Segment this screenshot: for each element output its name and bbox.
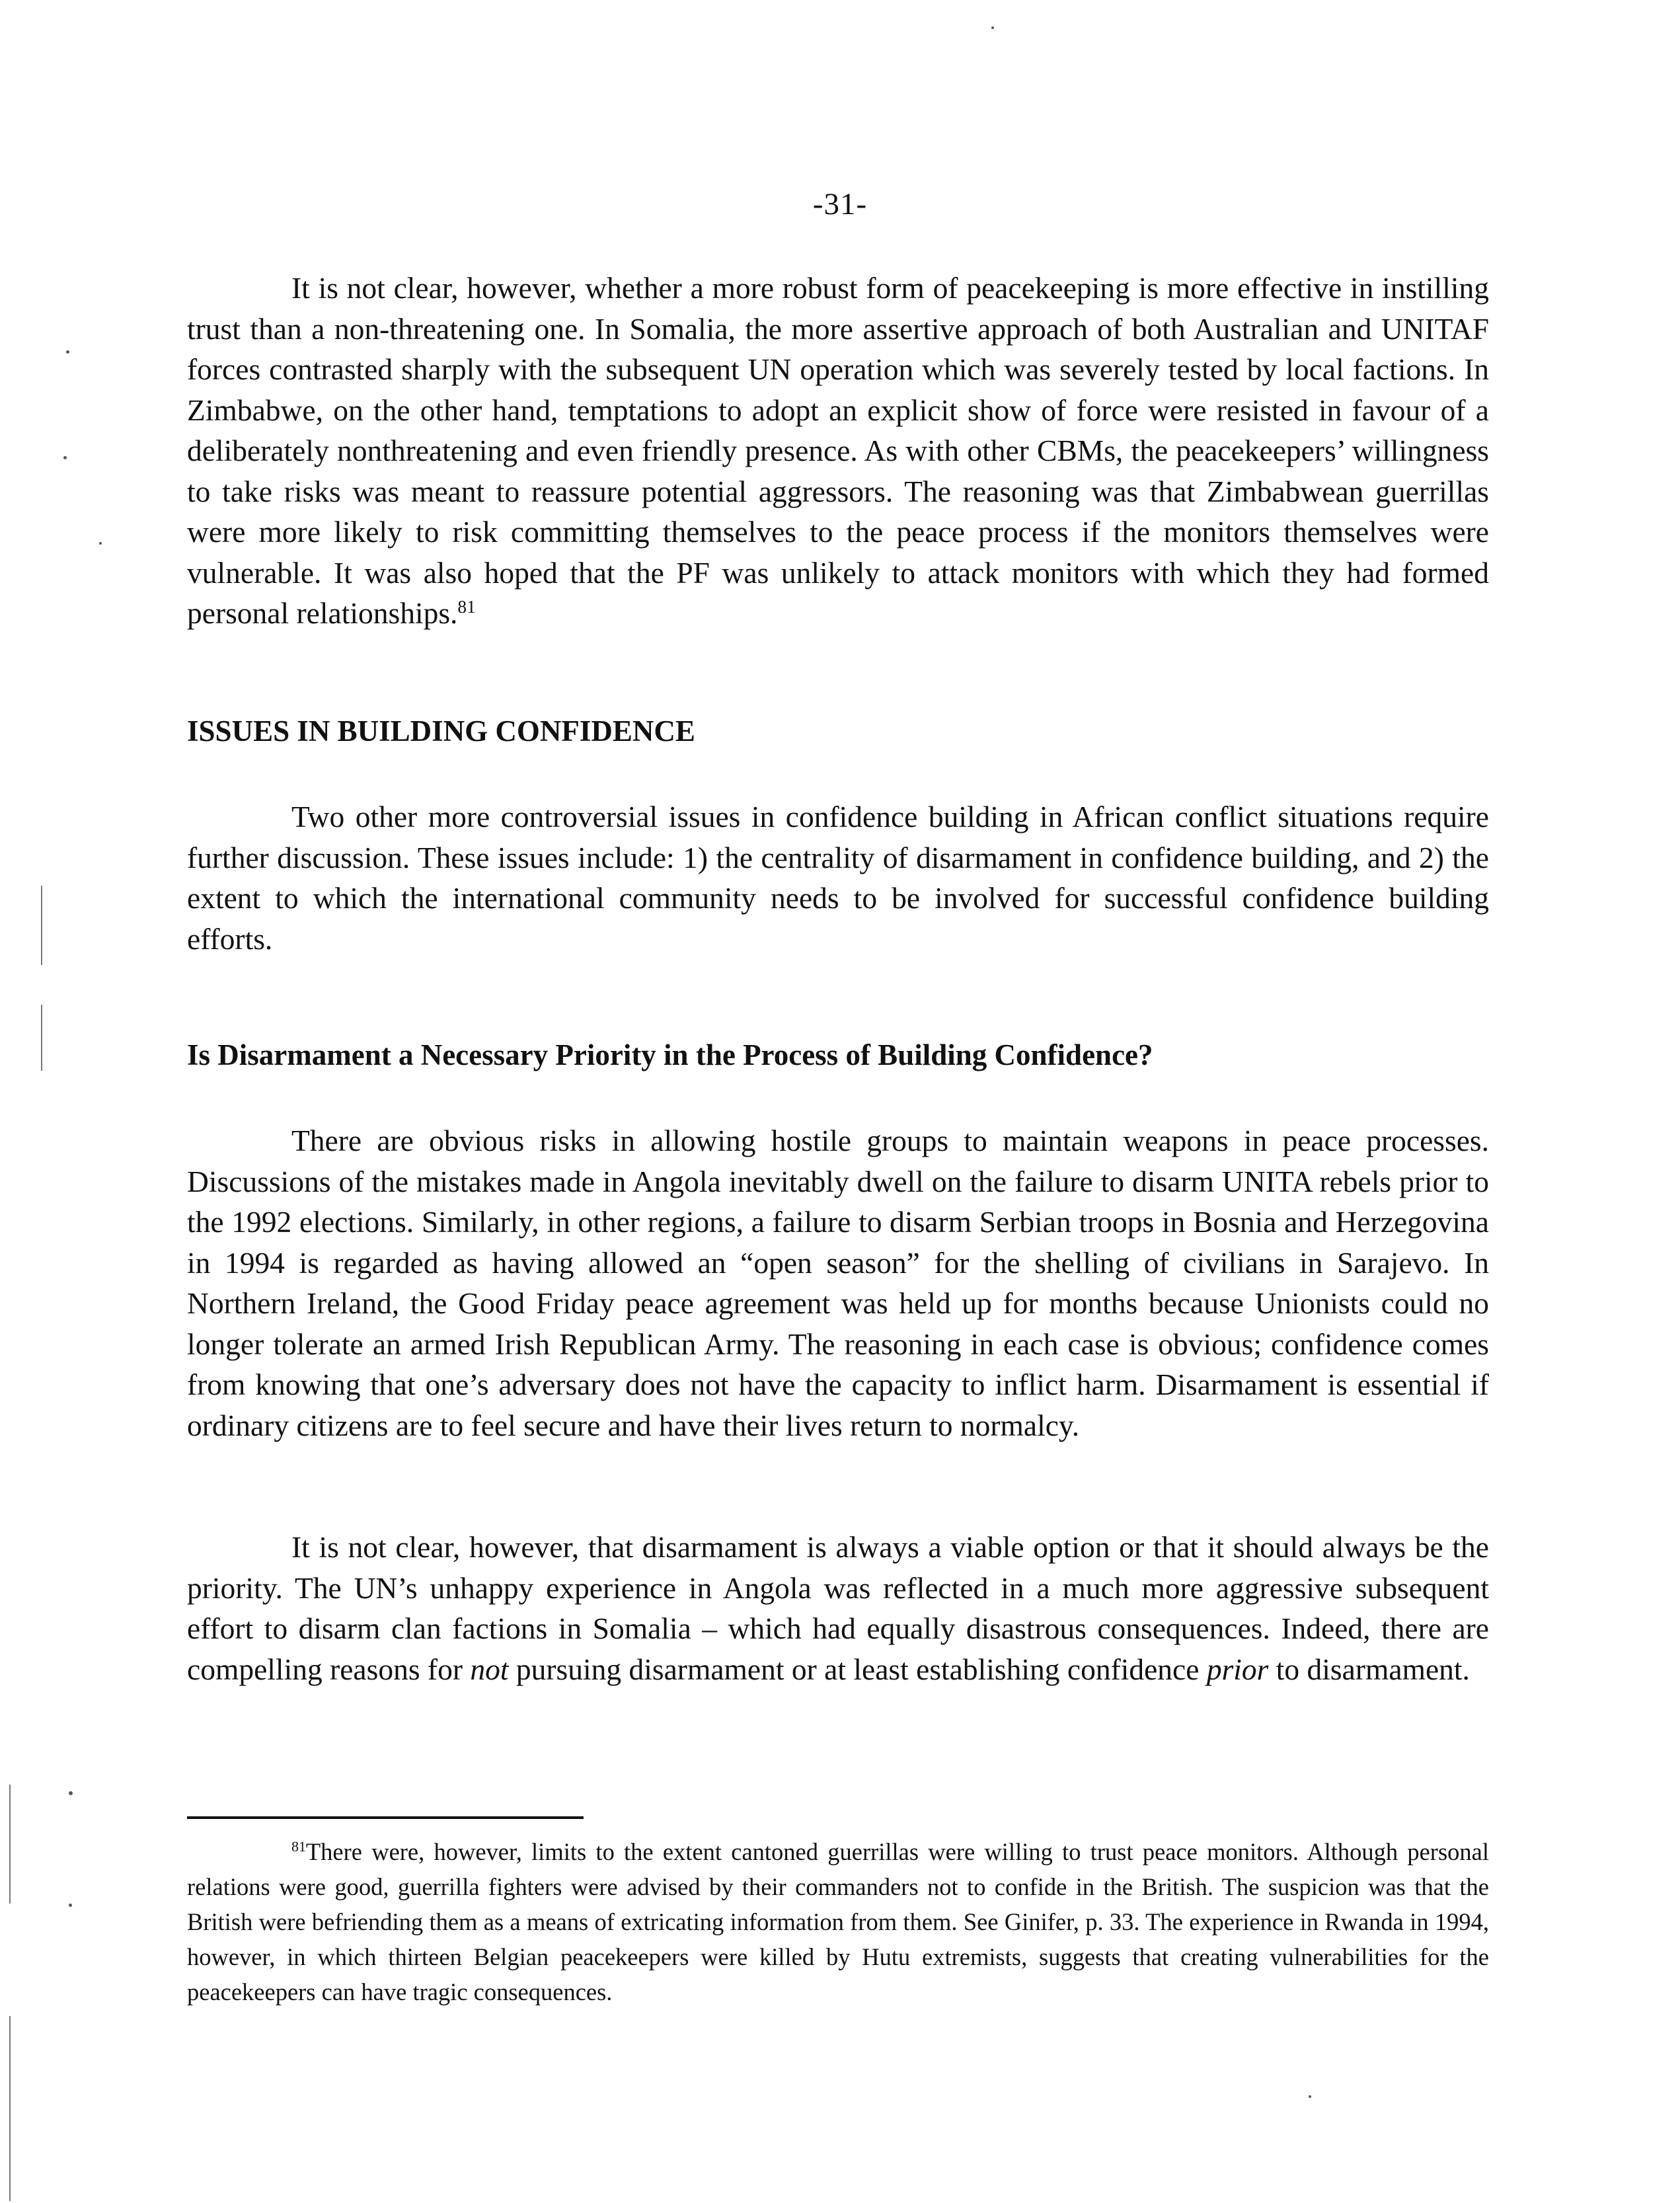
scan-margin-line [9, 2016, 11, 2201]
scan-margin-line [41, 886, 42, 965]
page-number: -31- [812, 187, 868, 221]
scan-speck [69, 1904, 72, 1907]
paragraph-1-text: It is not clear, however, whether a more robust form of peacekeeping is more effective in instilling trust than a non-threatening one. In Somalia, the more assertive approach of both Australian and UNITAF forces contrasted sharply with the subsequent UN operation which was severely tested by local factions. In Zimbabwe, on the other hand, temptations to adopt an explicit show of force were resisted in favour of a deliberately nonthreatening and even friendly presence. As with other CBMs, the peacekeepers’ willingness to take risks was meant to reassure potential aggressors. The reasoning was that Zimbabwean guerrillas were more likely to risk committing themselves to the peace process if the monitors themselves were vulnerable. It was also hoped that the PF was unlikely to attack monitors with which they had formed personal relationships. [187, 271, 1489, 630]
paragraph-disarmament-risks: There are obvious risks in allowing hostile groups to maintain weapons in peace processes. Discussions of the mistakes made in Angola inevitably dwell on the failure to disarm UNITA rebels prior to the 1992 elections. Similarly, in other regions, a failure to disarm Serbian troops in Bosnia and Herzegovina in 1994 is regarded as having allowed an “open season” for the shelling of civilians in Sarajevo. In Northern Ireland, the Good Friday peace agreement was held up for months because Unionists could no longer tolerate an armed Irish Republican Army. The reasoning in each case is obvious; confidence comes from knowing that one’s adversary does not have the capacity to inflict harm. Disarmament is essential if ordinary citizens are to feel secure and have their lives return to normalcy. [187, 1124, 1489, 1442]
emphasis-prior: prior [1206, 1652, 1269, 1686]
footnote-81 [187, 1834, 1489, 2009]
paragraph-4-part-1: It is not clear, however, that disarmament is always a viable option or that it should always be the priority. The UN’s unhappy experience in Angola was reflected in a much more aggressive subsequent effort to disarm clan factions in Somalia – which had equally disastrous consequences. Indeed, there are compelling reasons for [187, 1530, 1489, 1686]
scan-speck [99, 542, 102, 545]
scan-speck [63, 456, 67, 459]
footnote-number: 81 [291, 1837, 306, 1855]
scan-speck [991, 26, 994, 29]
paragraph-peacekeeping-trust [187, 268, 1489, 634]
paragraph-4-part-2: pursuing disarmament or at least establishing confidence [508, 1652, 1207, 1686]
scan-margin-line [9, 1785, 11, 1904]
paragraph-controversial-issues: Two other more controversial issues in confidence building in African conflict situations require further discussion. These issues include: 1) the centrality of disarmament in confidence building, and 2) the extent to which the international community needs to be involved for successful confidence building efforts. [187, 800, 1489, 956]
footnote-divider [187, 1816, 584, 1819]
emphasis-not: not [470, 1652, 509, 1686]
paragraph-4-part-3: to disarmament. [1268, 1652, 1470, 1686]
scan-speck [1309, 2095, 1311, 2098]
footnote-text: There were, however, limits to the extent cantoned guerrillas were willing to trust peace monitors. Although personal relations were good, guerrilla fighters were advised by their commanders not to confide in the British. The suspicion was that the British were befriending them as a means of extricating information from them. See Ginifer, p. 33. The experience in Rwanda in 1994, however, in which thirteen Belgian peacekeepers were killed by Hutu extremists, suggests that creating vulnerabilities for the peacekeepers can have tragic consequences. [187, 1838, 1489, 2005]
scan-speck [66, 350, 69, 354]
scan-margin-line [41, 1005, 42, 1071]
subsection-heading-disarmament: Is Disarmament a Necessary Priority in the Process of Building Confidence? [187, 1038, 1153, 1071]
footnote-ref-81: 81 [457, 596, 476, 617]
section-heading-issues: ISSUES IN BUILDING CONFIDENCE [187, 715, 695, 748]
scan-speck [69, 1791, 73, 1795]
paragraph-disarmament-priority [187, 1527, 1489, 1689]
